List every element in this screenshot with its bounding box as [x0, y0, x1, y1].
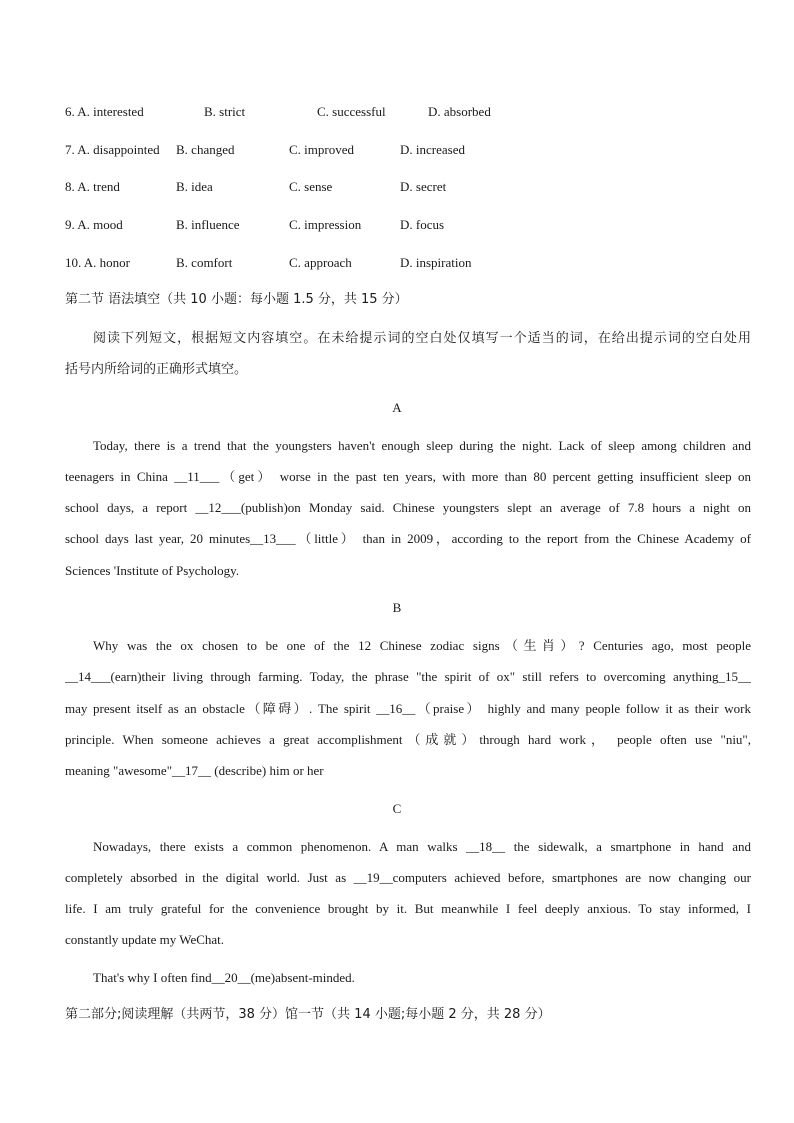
option-a: 6. A. interested — [65, 104, 144, 119]
passage-line: Why was the ox chosen to be one of the 12 Chinese zodiac signs（生肖）? Centuries ago, most people — [93, 638, 751, 653]
option-b: B. idea — [176, 179, 213, 194]
passage-line: school days, a report __12___(publish)on Monday said. Chinese youngsters slept an average of 7.8 hours a night on — [65, 500, 751, 515]
passage-line: principle. When someone achieves a great accomplishment（成就）through hard work， people often use "niu", — [65, 732, 751, 747]
option-d: D. absorbed — [428, 104, 491, 119]
passage-line: completely absorbed in the digital world. Just as __19__computers achieved before, smartphones are now changing our — [65, 870, 751, 885]
option-a: 8. A. trend — [65, 179, 120, 194]
option-a: 7. A. disappointed — [65, 142, 160, 157]
passage-line: Sciences 'Institute of Psychology. — [65, 563, 240, 578]
section-heading: 第二节 语法填空（共 10 小题：每小题 1.5 分，共 15 分） — [65, 292, 408, 307]
passage-label: B — [392, 600, 402, 615]
option-c: C. successful — [317, 104, 386, 119]
passage-line: school days last year, 20 minutes__13___（little） than in 2009，according to the report from the Chinese Academy of — [65, 531, 751, 546]
option-d: D. focus — [400, 217, 445, 232]
option-d: D. increased — [400, 142, 465, 157]
option-c: C. approach — [289, 255, 352, 270]
passage-line: __14___(earn)their living through farming. Today, the phrase "the spirit of ox" still refers to overcoming anything_15__ — [65, 669, 751, 684]
passage-line: That's why I often find__20__(me)absent-minded. — [93, 970, 355, 985]
passage-line: may present itself as an obstacle（障碍）. The spirit __16__（praise） highly and many people follow it as their work — [65, 701, 751, 716]
option-a: 10. A. honor — [65, 255, 130, 270]
passage-line: teenagers in China __11___（get） worse in the past ten years, with more than 80 percent getting insufficient sleep on — [65, 469, 751, 484]
passage-line: life. I am truly grateful for the convenience brought by it. But meanwhile I feel deeply anxious. To stay informed, I — [65, 901, 751, 916]
passage-line: Today, there is a trend that the youngsters haven't enough sleep during the night. Lack of sleep among children and — [93, 438, 751, 453]
passage-label: C — [392, 801, 402, 816]
option-a: 9. A. mood — [65, 217, 123, 232]
passage-line: constantly update my WeChat. — [65, 932, 225, 947]
passage-label: A — [392, 400, 402, 415]
option-b: B. changed — [176, 142, 235, 157]
instruction-line: 阅读下列短文，根据短文内容填空。在未给提示词的空白处仅填写一个适当的词，在给出提示词的空白处用 — [93, 331, 751, 346]
passage-line: meaning "awesome"__17__ (describe) him or her — [65, 763, 324, 778]
instruction-line: 括号内所给词的正确形式填空。 — [65, 362, 248, 377]
option-b: B. comfort — [176, 255, 233, 270]
option-c: C. improved — [289, 142, 354, 157]
option-b: B. influence — [176, 217, 240, 232]
option-d: D. secret — [400, 179, 447, 194]
passage-line: Nowadays, there exists a common phenomenon. A man walks __18__ the sidewalk, a smartphone in hand and — [93, 839, 751, 854]
option-d: D. inspiration — [400, 255, 472, 270]
option-c: C. sense — [289, 179, 333, 194]
option-b: B. strict — [204, 104, 246, 119]
option-c: C. impression — [289, 217, 362, 232]
part-heading: 第二部分;阅读理解（共两节，38 分）馆一节（共 14 小题;每小题 2 分，共 28 分） — [65, 1007, 551, 1022]
